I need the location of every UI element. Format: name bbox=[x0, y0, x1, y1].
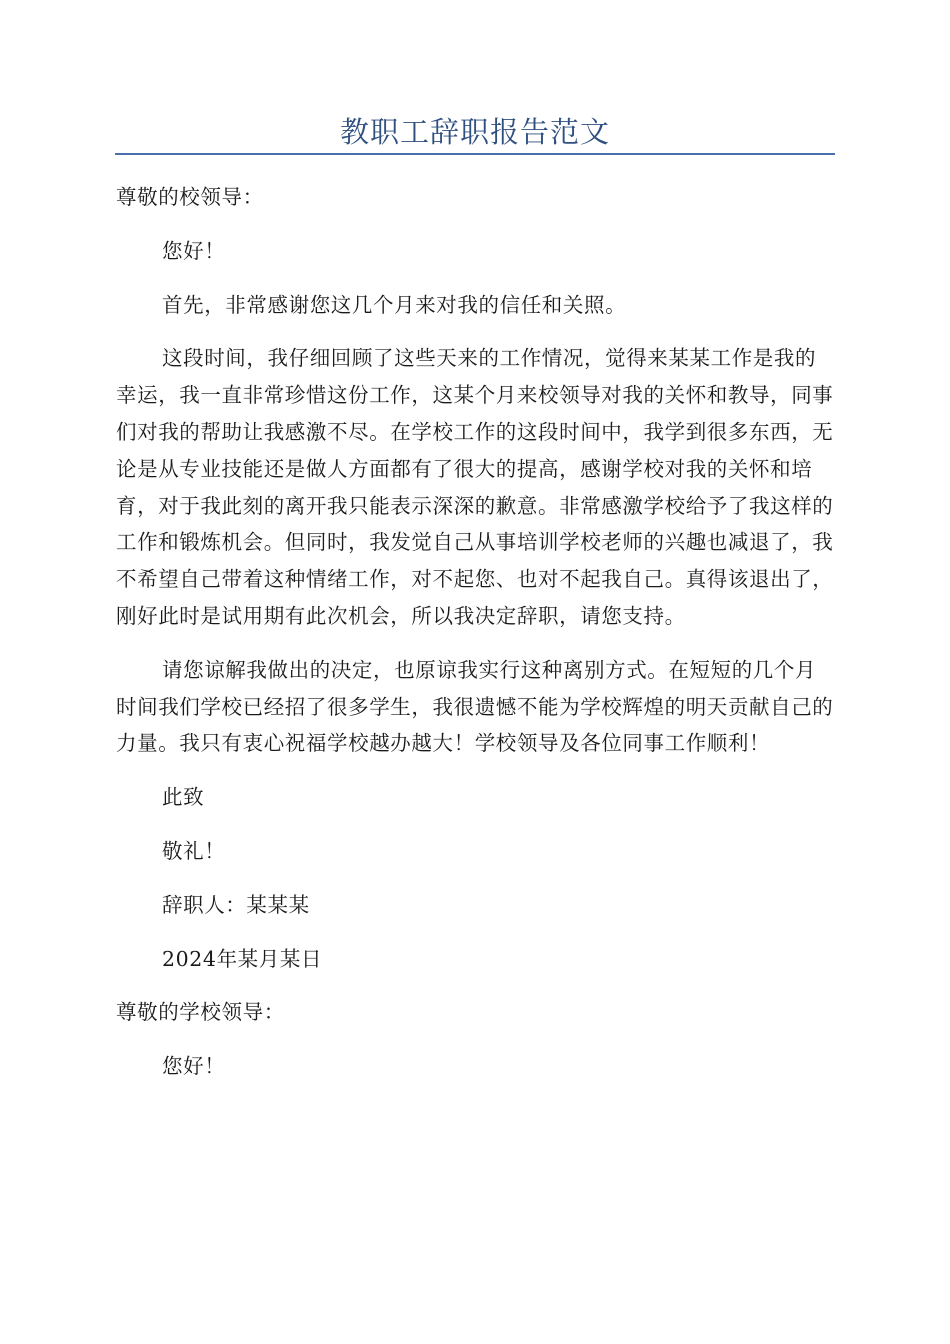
document-body bbox=[116, 179, 836, 1102]
body-paragraph: 这段时间，我仔细回顾了这些天来的工作情况，觉得来某某工作是我的幸运，我一直非常珍惜这份工作，这某个月来校领导对我的关怀和教导，同事们对我的帮助让我感激不尽。在学校工作的这段时间中，我学到很多东西，无论是从专业技能还是做人方面都有了很大的提高，感谢学校对我的关怀和培育，对于我此刻的离开我只能表示深深的歉意。非常感激学校给予了我这样的工作和锻炼机会。但同时，我发觉自己从事培训学校老师的兴趣也减退了，我不希望自己带着这种情绪工作，对不起您、也对不起我自己。真得该退出了，刚好此时是试用期有此次机会，所以我决定辞职，请您支持。 bbox=[116, 346, 834, 628]
title-underline bbox=[115, 153, 835, 155]
closing-phrase: 此致 bbox=[162, 785, 205, 810]
date-line: 2024年某月某日 bbox=[162, 946, 323, 971]
document-title: 教职工辞职报告范文 bbox=[339, 115, 610, 149]
signature-line: 辞职人：某某某 bbox=[162, 892, 310, 917]
greeting: 您好！ bbox=[162, 238, 226, 263]
greeting: 您好！ bbox=[162, 1054, 226, 1079]
salutation: 尊敬的校领导： bbox=[116, 185, 264, 209]
body-paragraph: 请您谅解我做出的决定，也原谅我实行这种离别方式。在短短的几个月时间我们学校已经招了很多学生，我很遗憾不能为学校辉煌的明天贡献自己的力量。我只有衷心祝福学校越办越大！学校领导及各位同事工作顺利！ bbox=[116, 657, 834, 756]
salutation: 尊敬的学校领导： bbox=[116, 1000, 285, 1025]
closing-salute: 敬礼！ bbox=[162, 838, 226, 863]
body-paragraph: 首先，非常感谢您这几个月来对我的信任和关照。 bbox=[162, 292, 627, 317]
